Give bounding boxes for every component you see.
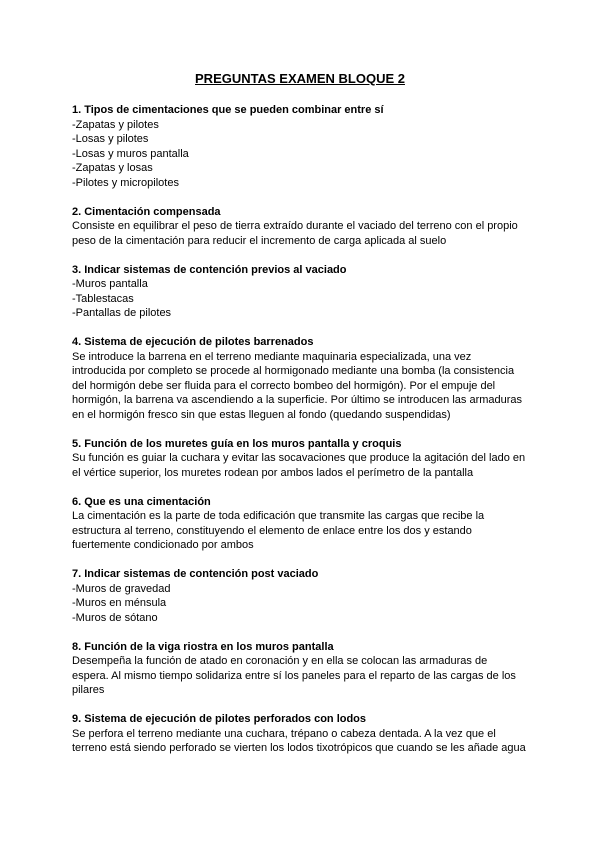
- question-item: [72, 640, 542, 698]
- question-list: [72, 103, 542, 770]
- answer-line: -Muros pantalla: [72, 278, 148, 290]
- question-title: 3. Indicar sistemas de contención previos al vaciado: [72, 263, 347, 276]
- question-title: 8. Función de la viga riostra en los muros pantalla: [72, 640, 334, 653]
- question-item: [72, 437, 542, 481]
- question-item: [72, 205, 542, 249]
- answer-line: el vértice superior, los muretes rodean por ambos lados el perímetro de la pantalla: [72, 466, 474, 479]
- answer-line: fuertemente condicionado por ambos: [72, 539, 254, 551]
- answer-line: Su función es guiar la cuchara y evitar las socavaciones que produce la agitación del lado en: [72, 452, 526, 464]
- answer-line: del hormigón debe ser fluida para el correcto bombeo del hormigón). Por el empuje del: [72, 379, 496, 392]
- question-title: 6. Que es una cimentación: [72, 495, 211, 508]
- answer-line: -Muros de gravedad: [72, 582, 171, 595]
- answer-line: -Pantallas de pilotes: [72, 307, 172, 319]
- answer-line: peso de la cimentación para reducir el incremento de carga aplicada al suelo: [72, 234, 447, 247]
- answer-line: -Muros de sótano: [72, 611, 158, 624]
- answer-line: -Losas y muros pantalla: [72, 147, 189, 160]
- answer-line: en el hormigón fresco sin que estas lleguen al fondo (quedando suspendidas): [72, 408, 451, 421]
- answer-line: espera. Al mismo tiempo solidariza entre sí los paneles para el reparto de las cargas de los: [72, 669, 516, 682]
- answer-line: -Zapatas y pilotes: [72, 118, 159, 131]
- answer-line: -Muros en ménsula: [72, 597, 167, 609]
- question-item: [72, 103, 542, 190]
- answer-line: hormigón, la barrena va ascendiendo a la superficie. Por último se introducen las armaduras: [72, 394, 523, 406]
- answer-line: introducida por completo se procede al hormigonado mediante una bomba (la consistencia: [72, 365, 515, 377]
- answer-line: -Pilotes y micropilotes: [72, 176, 179, 189]
- question-title: 2. Cimentación compensada: [72, 205, 221, 218]
- answer-line: terreno está siendo perforado se vierten los lodos tixotrópicos que cuando se les añade agua: [72, 742, 526, 754]
- question-title: 4. Sistema de ejecución de pilotes barrenados: [72, 336, 314, 348]
- answer-line: -Tablestacas: [72, 292, 134, 305]
- answer-line: Consiste en equilibrar el peso de tierra extraído durante el vaciado del terreno con el propio: [72, 220, 518, 232]
- question-title: 9. Sistema de ejecución de pilotes perforados con lodos: [72, 713, 367, 725]
- answer-line: -Zapatas y losas: [72, 162, 153, 174]
- document-title: PREGUNTAS EXAMEN BLOQUE 2: [195, 71, 405, 86]
- answer-line: Desempeña la función de atado en coronación y en ella se colocan las armaduras de: [72, 655, 488, 667]
- answer-line: Se perfora el terreno mediante una cuchara, trépano o cabeza dentada. A la vez que el: [72, 727, 496, 740]
- answer-line: Se introduce la barrena en el terreno mediante maquinaria especializada, una vez: [72, 350, 472, 363]
- question-item: [72, 495, 542, 553]
- question-title: 1. Tipos de cimentaciones que se pueden combinar entre sí: [72, 104, 384, 116]
- answer-line: pilares: [72, 684, 105, 696]
- answer-line: estructura al terreno, constituyendo el elemento de enlace entre los dos y estando: [72, 524, 472, 537]
- question-item: [72, 263, 542, 321]
- question-item: [72, 712, 542, 756]
- answer-line: La cimentación es la parte de toda edificación que transmite las cargas que recibe la: [72, 510, 485, 522]
- question-title: 5. Función de los muretes guía en los muros pantalla y croquis: [72, 437, 402, 450]
- answer-line: -Losas y pilotes: [72, 133, 149, 145]
- question-title: 7. Indicar sistemas de contención post vaciado: [72, 568, 319, 580]
- question-item: [72, 335, 542, 422]
- question-item: [72, 567, 542, 625]
